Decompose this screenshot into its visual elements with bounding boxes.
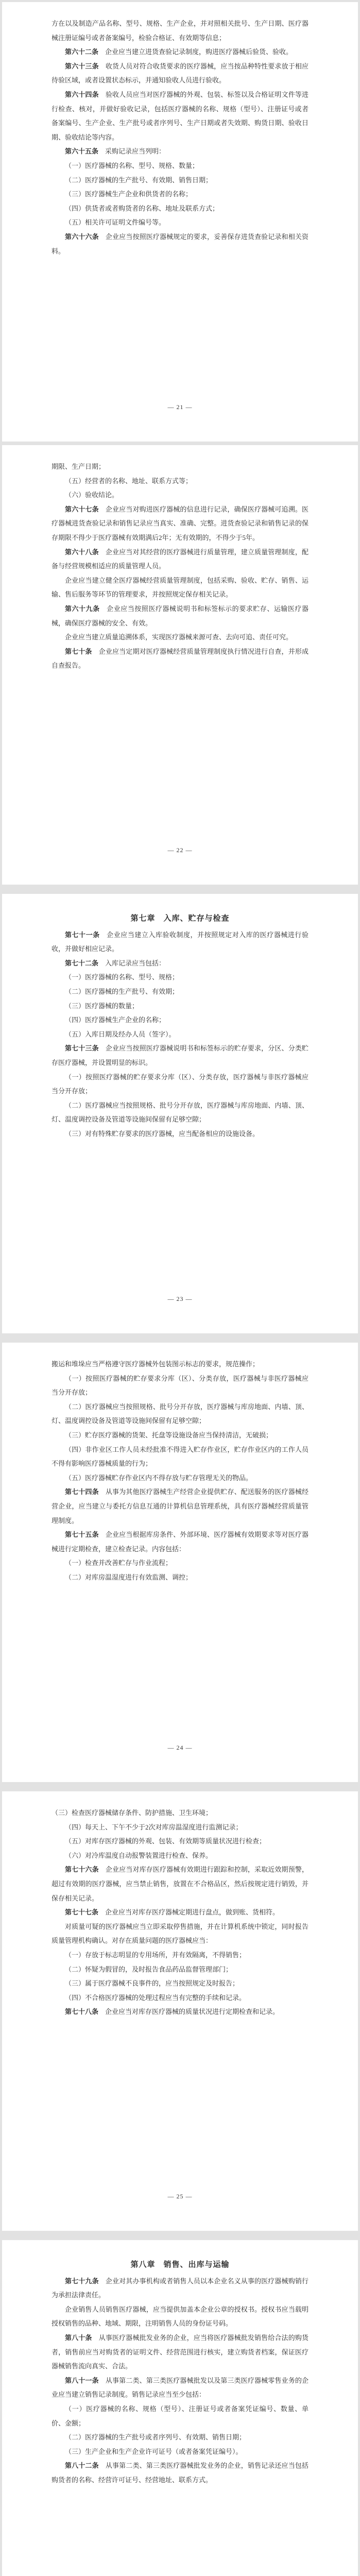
- article-number: 第六十四条: [65, 90, 99, 98]
- article-number: 第六十九条: [65, 604, 100, 613]
- paragraph: [52, 1528, 308, 1556]
- paragraph: [52, 1834, 308, 1849]
- paragraph-text: （四）医疗器械生产企业的名称；: [65, 1016, 166, 1024]
- paragraph-text: 企业销售人员销售医疗器械，应当提供加盖本企业公章的授权书。授权书应当载明授权销售的品种、地域、期限，注明销售人员的身份证号码。: [52, 2305, 308, 2328]
- paragraph-text: （一）检查并改善贮存与作业流程；: [65, 1559, 173, 1567]
- paragraph: [52, 928, 308, 956]
- paragraph-text: 企业应当建立入库验收制度，并按照规定对入库的医疗器械进行验收，并做好相应记录。: [52, 930, 308, 953]
- paragraph-text: 企业应当对其经营的医疗器械进行质量管理，建立质量管理制度，配备与经营规模相适应的质量管理人员。: [52, 548, 308, 570]
- paragraph: [52, 2274, 308, 2302]
- article-number: 第七十五条: [65, 1531, 99, 1539]
- page-body: [52, 2258, 308, 2487]
- paragraph-text: 采购记录应当列明：: [105, 147, 166, 156]
- paragraph: [52, 2331, 308, 2374]
- paragraph: [52, 488, 308, 502]
- paragraph: [52, 1428, 308, 1443]
- paragraph-text: （三）医疗器械生产企业和供货者的名称；: [65, 190, 193, 198]
- page-body: [52, 460, 308, 673]
- paragraph: [52, 1070, 308, 1098]
- paragraph-text: 企业应当对库存医疗器械有效期进行跟踪和控制，采取近效期预警，超过有效期的医疗器械，应当禁止销售，放置在不合格品区，然后按规定进行销毁，并保存相关记录。: [52, 1866, 308, 1902]
- paragraph-text: 企业应当按照医疗器械规定的要求，妥善保存进货查验记录和相关资料。: [52, 232, 308, 255]
- paragraph-text: （三）生产企业和生产企业许可证号（或者备案凭证编号）。: [65, 2447, 243, 2455]
- paragraph: [52, 59, 308, 88]
- article-number: 第六十三条: [65, 62, 99, 70]
- paragraph-text: 企业应当根据库房条件、外部环境、医疗器械有效期要求等对医疗器械进行定期检查，建立检查记录。内容包括：: [52, 1531, 308, 1553]
- paragraph-text: （五）相关许可证明文件编号等。: [65, 218, 166, 227]
- paragraph: [52, 1849, 308, 1863]
- paragraph-text: （六）验收结论。: [65, 491, 119, 499]
- paragraph: [52, 1920, 308, 1948]
- article-number: 第七十条: [65, 647, 92, 655]
- paragraph-text: （四）供货者或者购货者的名称、地址及联系方式；: [65, 204, 219, 212]
- paragraph-text: 企业应当定期对医疗器械经营质量管理制度执行情况进行自查，并形成自查报告。: [52, 647, 308, 670]
- document-page: [2, 2240, 358, 2576]
- paragraph-text: （五）医疗器械贮存作业区内不得存放与贮存管理无关的物品。: [65, 1473, 253, 1482]
- paragraph-text: （五）对库存医疗器械的外观、包装、有效期等质量状况进行检查；: [65, 1837, 266, 1845]
- paragraph: [52, 1862, 308, 1905]
- paragraph-text: 搬运和堆垛应当严格遵守医疗器械外包装图示标志的要求，规范操作；: [52, 1360, 260, 1368]
- chapter-heading: 第八章 销售、出库与运输: [130, 2260, 230, 2269]
- paragraph: [52, 970, 308, 985]
- paragraph-text: （二）医疗器械应当按照规格、批号分开存放，医疗器械与库房地面、内墙、顶、灯、温度调控设备及管道等设施间保留有足够空隙；: [52, 1101, 308, 1124]
- paragraph: [52, 1806, 308, 1820]
- paragraph-text: （二）医疗器械的生产批号或者序列号、有效期、销售日期；: [65, 2433, 246, 2442]
- paragraph-text: （二）医疗器械的生产批号、有效期、销售日期；: [65, 176, 213, 184]
- paragraph-text: （一）按照医疗器械的贮存要求分库（区）、分类存放，医疗器械与非医疗器械应当分开存放；: [52, 1374, 308, 1397]
- document-page: [2, 894, 358, 1333]
- paragraph-text: 收货人员对符合收货要求的医疗器械，应当按品种特性要求放于相应待验区域，或者设置状态标示，并通知验收人员进行验收。: [52, 62, 308, 84]
- paragraph-text: （三）医疗器械的数量；: [65, 1002, 139, 1010]
- paragraph-text: （四）非作业区工作人员未经批准不得进入贮存作业区，贮存作业区内的工作人员不得有影响医疗器械质量的行为；: [52, 1445, 308, 1468]
- paragraph: [52, 230, 308, 258]
- paragraph: [52, 2302, 308, 2331]
- article-number: 第七十三条: [65, 1044, 99, 1053]
- paragraph-text: （五）经营者的名称、地址、联系方式等；: [65, 477, 193, 485]
- paragraph: [52, 956, 308, 971]
- paragraph: [52, 1127, 308, 1141]
- paragraph: [52, 474, 308, 488]
- page-number: — 21 —: [167, 403, 193, 411]
- paragraph-text: 企业应当对库存医疗器械的质量状况进行定期检查和记录。: [105, 2008, 280, 2016]
- paragraph: [52, 1041, 308, 1070]
- paragraph: [52, 1371, 308, 1400]
- paragraph: [52, 502, 308, 545]
- paragraph: [52, 187, 308, 201]
- paragraph: [52, 573, 308, 602]
- paragraph: [52, 1556, 308, 1570]
- paragraph: [52, 1905, 308, 1920]
- paragraph-text: 企业应当对购进医疗器械的信息进行记录，确保医疗器械可追溯。医疗器械进货查验记录和销售记录应当真实、准确、完整。进货查验记录和销售记录的保存期限不得少于医疗器械有效期满后2年；无有效期的，不得少于5年。: [52, 505, 308, 541]
- paragraph-text: （二）怀疑为假冒的，及时报告食品药品监督管理部门；: [65, 1965, 233, 1973]
- paragraph: [52, 144, 308, 159]
- paragraph-text: （三）对有特殊贮存要求的医疗器械，应当配备相应的设施设备。: [65, 1129, 260, 1138]
- article-number: 第六十七条: [65, 505, 99, 513]
- paragraph-text: （二）医疗器械的生产批号、有效期；: [65, 987, 179, 995]
- paragraph: [52, 1471, 308, 1485]
- article-number: 第七十六条: [65, 1866, 99, 1874]
- paragraph-text: （一）按照医疗器械的贮存要求分库（区）、分类存放，医疗器械与非医疗器械应当分开存放；: [52, 1073, 308, 1095]
- paragraph-text: 企业应当建立进货查验记录制度，购进医疗器械后验货、验收。: [105, 48, 293, 56]
- paragraph: [52, 630, 308, 645]
- paragraph: [52, 1098, 308, 1127]
- paragraph: [52, 1400, 308, 1428]
- paragraph: [52, 201, 308, 216]
- article-number: 第六十二条: [65, 48, 99, 56]
- paragraph: [52, 2005, 308, 2019]
- paragraph-text: 企业对其办事机构或者销售人员以本企业名义从事的医疗器械购销行为承担法律责任。: [52, 2277, 308, 2299]
- paragraph: [52, 1976, 308, 1991]
- paragraph: [52, 602, 308, 630]
- paragraph-text: 对质量可疑的医疗器械应当立即采取停售措施，并在计算机系统中锁定，同时报告质量管理机构确认。对存在质量问题的医疗器械应当：: [52, 1922, 308, 1945]
- paragraph: [52, 1962, 308, 1977]
- document-page: [2, 445, 358, 885]
- page-body: [52, 1806, 308, 2019]
- article-number: 第七十八条: [65, 2008, 99, 2016]
- paragraph-text: （二）对库房温湿度进行有效监测、调控；: [65, 1573, 193, 1581]
- article-number: 第六十五条: [65, 147, 99, 156]
- paragraph: [52, 985, 308, 999]
- paragraph-text: 企业应当建立质量追溯体系，实现医疗器械来源可查、去向可追、责任可究。: [65, 633, 293, 641]
- article-number: 第六十八条: [65, 548, 99, 556]
- paragraph: [52, 45, 308, 59]
- article-number: 第八十条: [65, 2333, 92, 2342]
- paragraph: [52, 173, 308, 188]
- paragraph-text: （一）医疗器械的名称、型号、规格；: [65, 973, 179, 981]
- paragraph: [52, 2374, 308, 2402]
- paragraph-text: 企业应当按照医疗器械说明书和标签标示的要求贮存、运输医疗器械，确保医疗器械的安全、有效。: [52, 604, 308, 627]
- chapter-heading: 第七章 入库、贮存与检查: [130, 914, 230, 923]
- paragraph: [52, 2445, 308, 2459]
- paragraph: [52, 645, 308, 673]
- document-page: [2, 2, 358, 442]
- document-page: [2, 1343, 358, 1782]
- page-body: [52, 16, 308, 258]
- paragraph-text: 期限、生产日期；: [52, 463, 106, 470]
- article-number: 第六十六条: [65, 232, 99, 241]
- paragraph-text: 从事第二类、第三类医疗器械批发以及第三类医疗器械零售业务的企业应当建立销售记录制度。销售记录应当至少包括：: [52, 2376, 308, 2399]
- paragraph: [52, 1357, 308, 1371]
- paragraph-text: （三）检查医疗器械储存条件、防护措施、卫生环境；: [52, 1809, 213, 1817]
- paragraph-text: （一）医疗器械的名称、规格（型号）、注册证号或者备案凭证编号、数量、单价、金额；: [52, 2404, 308, 2427]
- paragraph: [52, 1485, 308, 1528]
- paragraph: [52, 1027, 308, 1042]
- paragraph-text: （四）不合格医疗器械的处理过程应当有完整的手续和记录。: [65, 1993, 246, 2002]
- paragraph: [52, 1820, 308, 1835]
- paragraph: [52, 1948, 308, 1962]
- paragraph: [52, 88, 308, 144]
- article-number: 第七十一条: [65, 930, 100, 939]
- article-number: 第七十二条: [65, 959, 99, 967]
- paragraph-text: 从事为其他医疗器械生产经营企业提供贮存、配送服务的医疗器械经营企业，应当建立与委托方信息互通的计算机信息管理系统，具有医疗器械经营质量管理制度。: [52, 1488, 308, 1524]
- article-number: 第八十一条: [65, 2376, 99, 2384]
- paragraph-text: （二）医疗器械应当按照规格、批号分开存放，医疗器械与库房地面、内墙、顶、灯、温度调控设备及管道等设施间保留有足够空隙；: [52, 1402, 308, 1425]
- paragraph: [52, 1013, 308, 1027]
- document-page: [2, 1791, 358, 2231]
- page-body: [52, 1357, 308, 1585]
- page-body: [52, 911, 308, 1141]
- paragraph: [52, 999, 308, 1013]
- paragraph-text: （一）存放于标志明显的专用场所，并有效隔离，不得销售；: [65, 1951, 246, 1959]
- paragraph-text: 入库记录应当包括：: [105, 959, 166, 967]
- paragraph-text: 企业应当对库存医疗器械定期进行盘点，做到账、货相符。: [105, 1908, 280, 1917]
- paragraph-text: 验收人员应当对医疗器械的外观、包装、标签以及合格证明文件等进行检查、核对，并做好验收记录，包括医疗器械的名称、规格（型号）、注册证号或者备案编号、生产企业、生产批号或者序列号、生产日期或者失效期、购货日期、验收日期、验收结论等内容。: [52, 90, 308, 141]
- paragraph-text: 企业应当建立健全医疗器械经营质量管理制度，包括采购、验收、贮存、销售、运输、售后服务等环节的管理要求，并按照规定保存相关记录。: [52, 576, 308, 599]
- article-number: 第七十九条: [65, 2277, 99, 2285]
- paragraph-text: 从事第二类、第三类医疗器械批发业务的企业，销售记录还应当包括购货者的名称、经营许可证号、经营地址、联系方式。: [52, 2462, 308, 2484]
- paragraph-text: （六）对冷库温度自动报警装置进行检查、保养。: [65, 1851, 213, 1859]
- paragraph: [52, 2430, 308, 2445]
- paragraph-text: 从事医疗器械批发业务的企业，应当将医疗器械批发销售给合法的购货者，销售前应当对购货者的证明文件、经营范围进行核实，建立购货者档案，保证医疗器械销售流向真实、合法。: [52, 2333, 308, 2370]
- paragraph: [52, 1991, 308, 2005]
- paragraph: [52, 2402, 308, 2430]
- paragraph-text: （三）属于医疗器械不良事件的，应当按照规定及时报告；: [65, 1979, 239, 1988]
- paragraph-text: （四）每天上、下午不少于2次对库房温湿度进行监测记录；: [65, 1823, 243, 1831]
- paragraph: [52, 215, 308, 230]
- article-number: 第八十二条: [65, 2462, 99, 2470]
- paragraph: [52, 2459, 308, 2487]
- paragraph: [52, 1443, 308, 1471]
- paragraph-text: （一）医疗器械的名称、型号、规格、数量；: [65, 161, 199, 170]
- paragraph: [52, 545, 308, 573]
- paragraph: [52, 16, 308, 45]
- page-number: — 23 —: [167, 1295, 193, 1303]
- paragraph-text: （五）入库日期及经办人员（签字）。: [65, 1030, 176, 1038]
- paragraph: [52, 1570, 308, 1585]
- paragraph-text: （三）贮存医疗器械的货架、托盘等设施设备应当保持清洁，无破损；: [65, 1431, 273, 1439]
- paragraph-text: 企业应当按照医疗器械说明书和标签标示的贮存要求，分区、分类贮存医疗器械，并设置明显的标识。: [52, 1044, 308, 1066]
- article-number: 第七十七条: [65, 1908, 99, 1917]
- page-number: — 25 —: [167, 2193, 193, 2200]
- article-number: 第七十四条: [65, 1488, 99, 1496]
- page-number: — 24 —: [167, 1744, 193, 1752]
- paragraph-text: 方在以及制造产品名称、型号、规格、生产企业，并对照相关批号、生产日期、医疗器械注册证编号或者备案编号，检验合格证、有效期等信息；: [52, 20, 308, 42]
- paragraph: [52, 159, 308, 173]
- paragraph: [52, 460, 308, 474]
- page-number: — 22 —: [167, 846, 193, 854]
